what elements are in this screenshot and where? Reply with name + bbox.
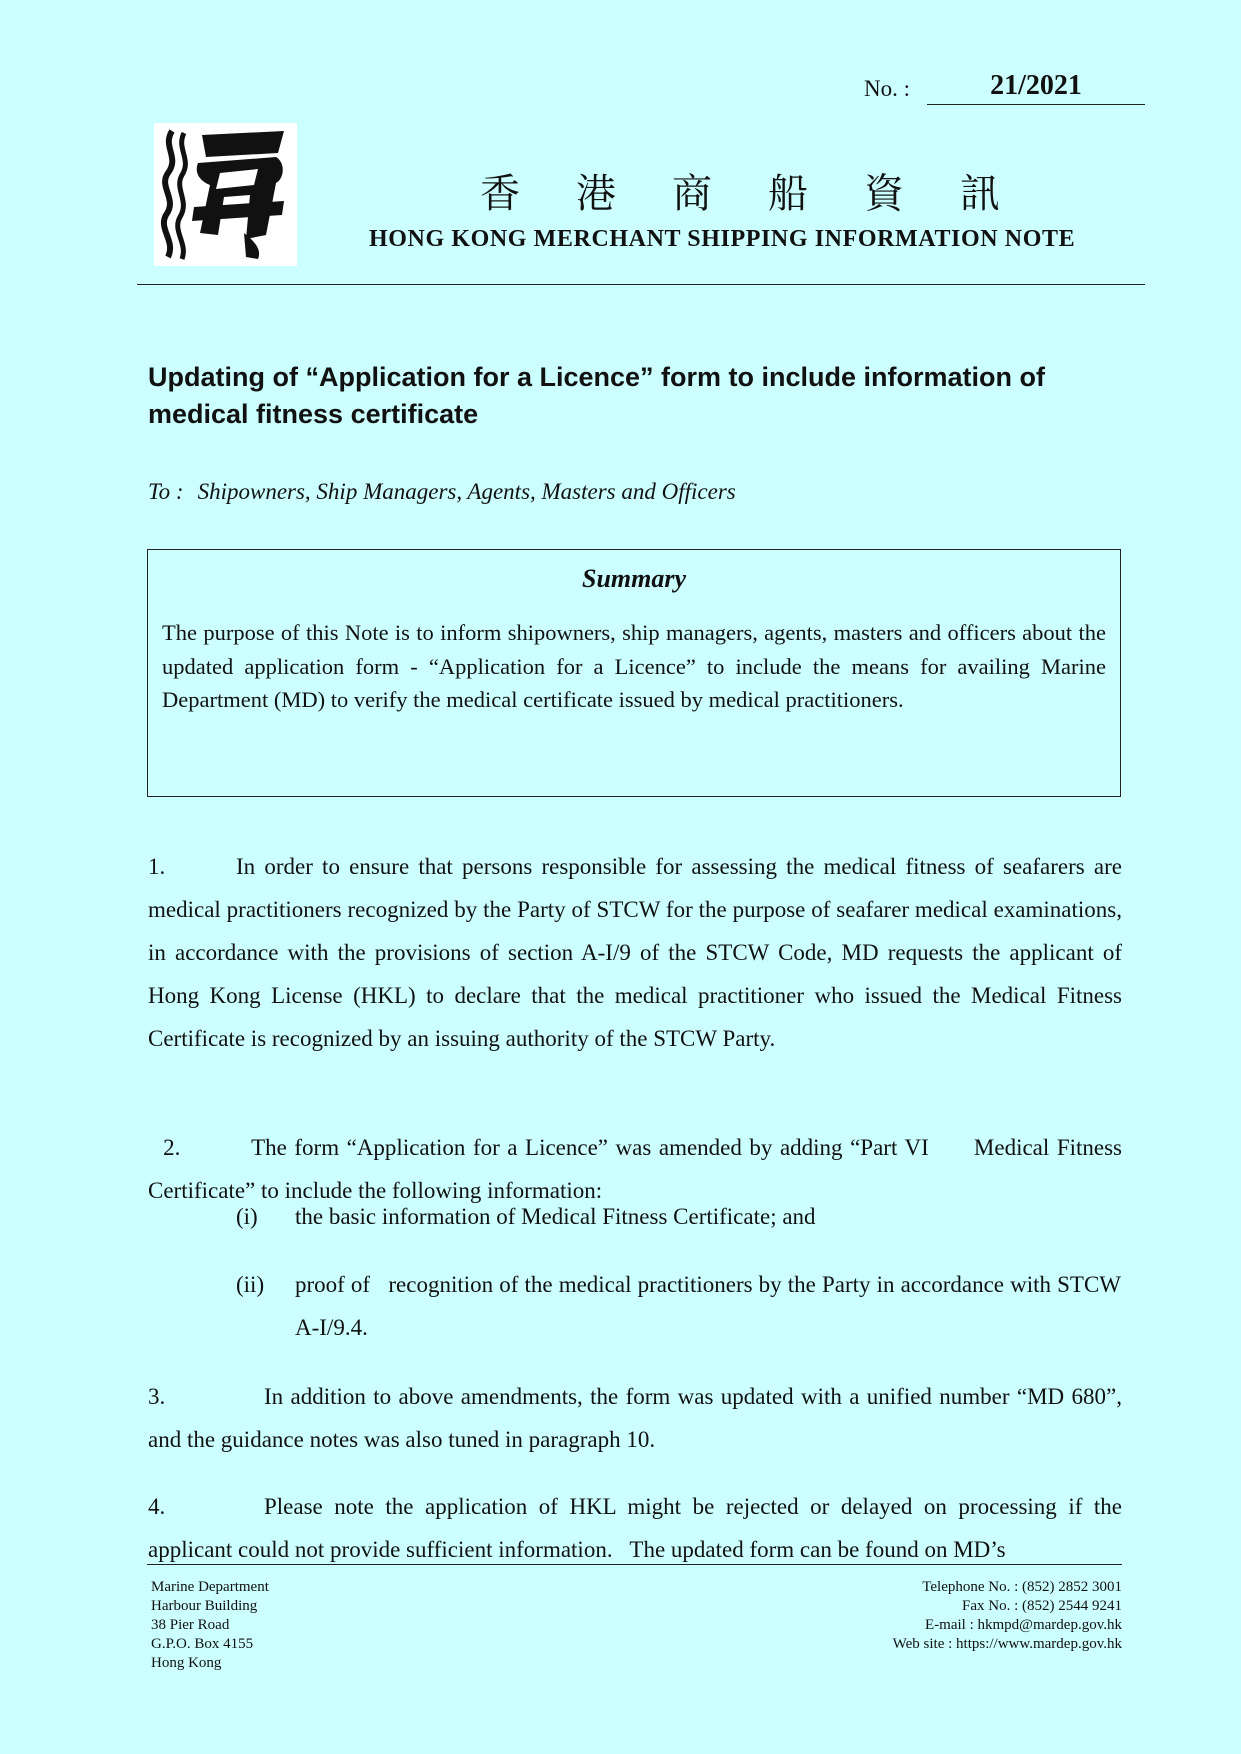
paragraph-4: [148, 1485, 1128, 1571]
paragraph-text: In order to ensure that persons responsible for assessing the medical fitness of seafarers are medical practitioners recognized by the Party of STCW for the purpose of seafarer medical examinations, in accordance with the provisions of section A-I/9 of the STCW Code, MD requests the applicant of Hong Kong License (HKL) to declare that the medical practitioner who issued the Medical Fitness Certificate is recognized by an issuing authority of the STCW Party.: [148, 854, 1122, 1051]
english-title: HONG KONG MERCHANT SHIPPING INFORMATION NOTE: [369, 226, 1076, 252]
footer-divider: [147, 1564, 1122, 1565]
footer-address: [151, 1578, 269, 1673]
paragraph-1: [148, 845, 1122, 1060]
paragraph-number: 3.: [148, 1384, 166, 1409]
list-item-marker: (i): [236, 1204, 258, 1229]
telephone-line: Telephone No. : (852) 2852 3001: [922, 1579, 1122, 1595]
summary-heading: Summary: [581, 564, 687, 593]
recipients-text: Shipowners, Ship Managers, Agents, Masters and Officers: [197, 479, 736, 504]
note-number-label: No. :: [864, 76, 910, 101]
page-title: Updating of “Application for a Licence” form to include information of medical fitness certificate: [148, 362, 1045, 429]
recipients-line: [148, 479, 736, 505]
paragraph-number: 1.: [148, 854, 166, 879]
email-line: E-mail : hkmpd@mardep.gov.hk: [925, 1617, 1122, 1633]
summary-box: [147, 549, 1121, 797]
website-line: Web site : https://www.mardep.gov.hk: [892, 1636, 1122, 1652]
paragraph-text: In addition to above amendments, the form was updated with a unified number “MD 680”, and the guidance notes was also tuned in paragraph 10.: [148, 1384, 1122, 1452]
logo-glyph-icon: [154, 123, 297, 266]
list-item-i: [236, 1195, 1122, 1238]
paragraph-number: 2.: [163, 1135, 181, 1160]
address-line: Harbour Building: [151, 1598, 258, 1614]
header-divider: [137, 284, 1145, 285]
address-line: G.P.O. Box 4155: [151, 1636, 254, 1652]
address-line: 38 Pier Road: [151, 1617, 230, 1633]
list-item-text: proof of recognition of the medical practitioners by the Party in accordance with STCW A-I/9.4.: [295, 1272, 1126, 1340]
footer-contact: [893, 1578, 1122, 1654]
paragraph-text: The form “Application for a Licence” was amended by adding “Part VI Medical Fitness Certificate” to include the following information:: [148, 1135, 1128, 1203]
fax-line: Fax No. : (852) 2544 9241: [962, 1598, 1122, 1614]
chinese-title: 香港商船資訊: [480, 171, 1056, 217]
note-number-value: 21/2021: [927, 70, 1145, 105]
list-item-ii: [236, 1263, 1126, 1349]
paragraph-2: [148, 1083, 1128, 1212]
paragraph-3: [148, 1375, 1122, 1461]
recipients-label: To :: [148, 479, 184, 504]
paragraph-text: Please note the application of HKL might be rejected or delayed on processing if the applicant could not provide sufficient information. The updated form can be found on MD’s: [148, 1494, 1128, 1562]
summary-text: The purpose of this Note is to inform shipowners, ship managers, agents, masters and officers about the updated application form - “Application for a Licence” to include the means for availing Marine Department (MD) to verify the medical certificate issued by medical practitioners.: [162, 620, 1106, 712]
address-line: Hong Kong: [151, 1655, 222, 1671]
marine-department-logo: [154, 123, 297, 266]
list-item-marker: (ii): [236, 1272, 265, 1297]
paragraph-number: 4.: [148, 1494, 166, 1519]
list-item-text: the basic information of Medical Fitness Certificate; and: [295, 1204, 816, 1229]
address-line: Marine Department: [151, 1579, 269, 1595]
